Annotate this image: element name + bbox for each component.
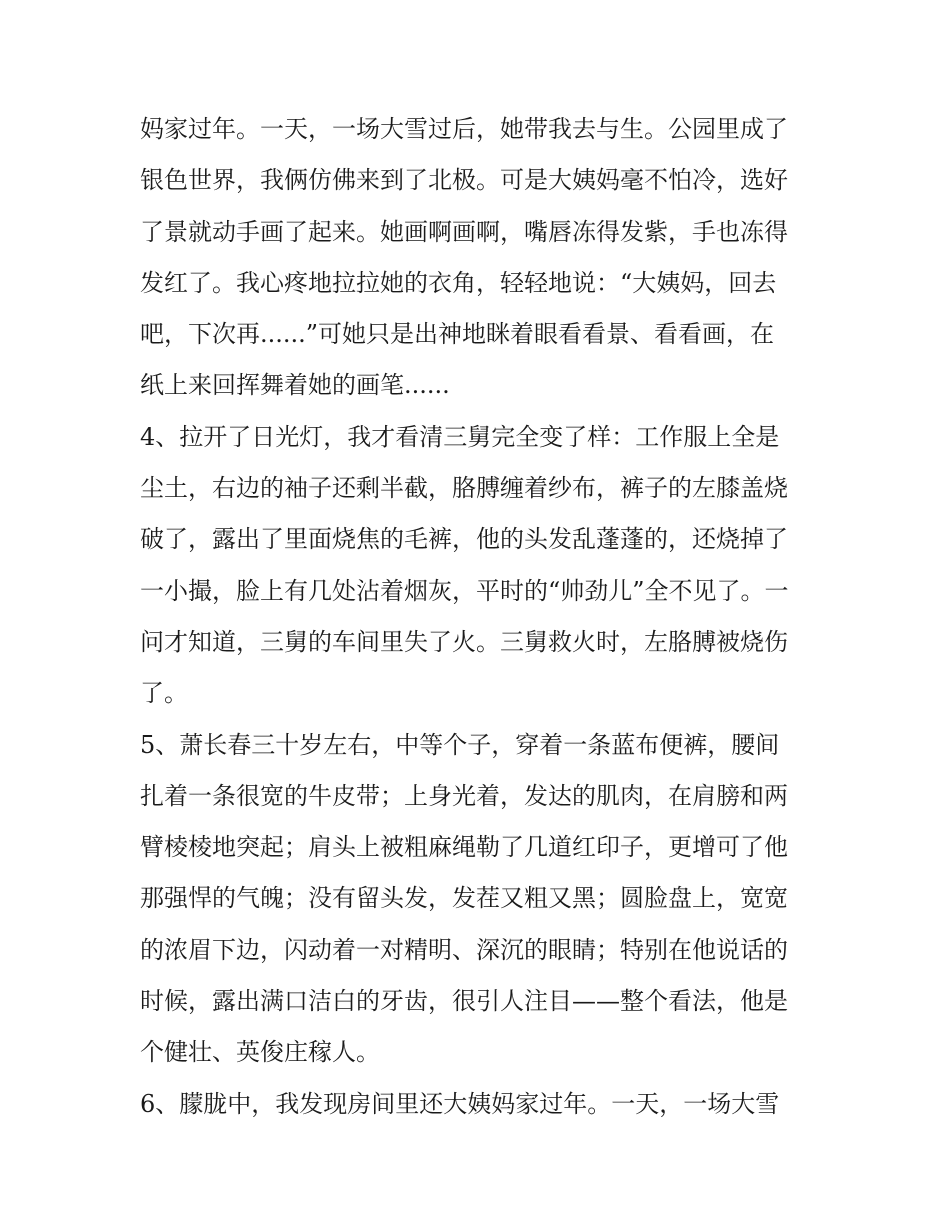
text-line: 时候，露出满口洁白的牙齿，很引人注目——整个看法，他是 [140,987,788,1016]
text-line: 破了，露出了里面烧焦的毛裤，他的头发乱蓬蓬的，还烧掉了 [140,525,788,554]
text-line: 尘土，右边的袖子还剩半截，胳膊缠着纱布，裤子的左膝盖烧 [140,474,788,503]
paragraph-5-start: 5、萧长春三十岁左右，中等个子，穿着一条蓝布便裤，腰间 [140,730,780,759]
text-line: 发红了。我心疼地拉拉她的衣角，轻轻地说：“大姨妈，回去 [140,268,777,297]
text-line: 了。 [140,679,188,708]
text-line: 纸上来回挥舞着她的画笔...... [140,371,450,400]
text-line: 了景就动手画了起来。她画啊画啊，嘴唇冻得发紫，手也冻得 [140,217,788,246]
paragraph-4-start: 4、拉开了日光灯，我才看清三舅完全变了样：工作服上全是 [140,422,780,451]
text-line: 扎着一条很宽的牛皮带；上身光着，发达的肌肉，在肩膀和两 [140,781,788,810]
paragraph-6-start: 6、朦胧中，我发现房间里还大姨妈家过年。一天，一场大雪 [140,1089,780,1118]
text-line: 银色世界，我俩仿佛来到了北极。可是大姨妈毫不怕冷，选好 [140,166,788,195]
text-line: 问才知道，三舅的车间里失了火。三舅救火时，左胳膊被烧伤 [140,627,788,656]
text-line: 的浓眉下边，闪动着一对精明、深沉的眼睛；特别在他说话的 [140,935,788,964]
document-body [140,104,820,1130]
text-line: 那强悍的气魄；没有留头发，发茬又粗又黑；圆脸盘上，宽宽 [140,884,788,913]
text-line: 一小撮，脸上有几处沾着烟灰，平时的“帅劲儿”全不见了。一 [140,576,789,605]
text-line: 个健壮、英俊庄稼人。 [140,1038,380,1067]
text-line: 臂棱棱地突起；肩头上被粗麻绳勒了几道红印子，更增可了他 [140,833,788,862]
text-line: 吧，下次再......”可她只是出神地眯着眼看看景、看看画，在 [140,320,775,349]
text-line: 妈家过年。一天，一场大雪过后，她带我去与生。公园里成了 [140,115,788,143]
